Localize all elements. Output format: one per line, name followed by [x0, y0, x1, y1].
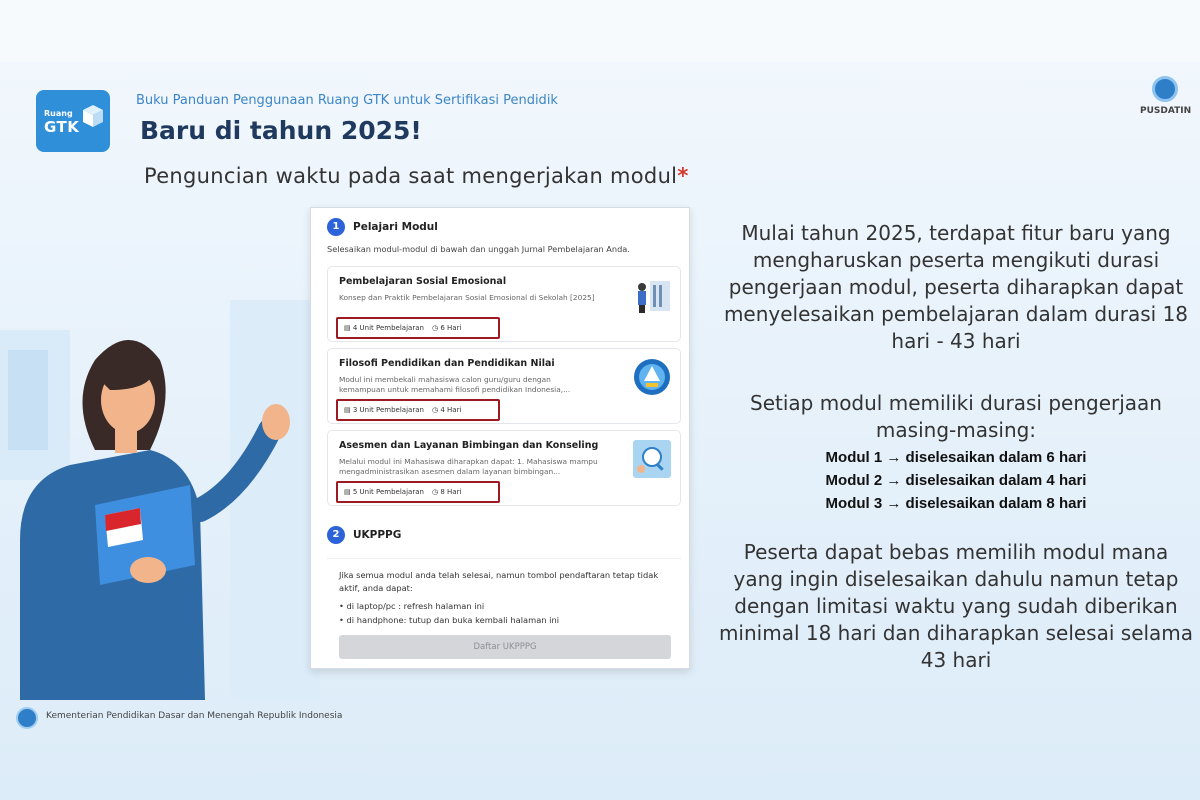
module-units: ▤ 4 Unit Pembelajaran — [344, 324, 424, 332]
module-description: Konsep dan Praktik Pembelajaran Sosial Emosional di Sekolah [2025] — [339, 293, 595, 302]
module-card-3[interactable] — [327, 430, 681, 506]
module-description: Melalui modul ini Mahasiswa diharapkan dapat: 1. Mahasiswa mampu mengadministrasikan asesmen dalam layanan bimbingan... — [339, 457, 598, 476]
step1-number: 1 — [327, 218, 345, 236]
module-page-mockup — [310, 207, 690, 669]
cube-icon — [82, 104, 104, 128]
tut-wuri-emblem-icon — [632, 357, 672, 397]
module-duration-item: Modul 1 → diselesaikan dalam 6 hari — [825, 449, 1087, 466]
module-duration-highlight — [336, 399, 500, 421]
ukpppg-bullet: • di handphone: tutup dan buka kembali halaman ini — [339, 615, 560, 625]
module-duration-item: Modul 3 → diselesaikan dalam 8 hari — [825, 495, 1087, 512]
module-title: Filosofi Pendidikan dan Pendidikan Nilai — [339, 358, 555, 369]
module-card-1[interactable] — [327, 266, 681, 342]
pusdatin-emblem-icon — [1152, 76, 1178, 102]
feature-title-text: Penguncian waktu pada saat mengerjakan modul — [144, 164, 678, 188]
ukpppg-instructions: Jika semua modul anda telah selesai, namun tombol pendaftaran tetap tidak aktif, anda dapat: — [339, 570, 659, 593]
module-title: Asesmen dan Layanan Bimbingan dan Konseling — [339, 440, 599, 451]
top-band — [0, 0, 1200, 62]
module-duration-item: Modul 2 → diselesaikan dalam 4 hari — [825, 472, 1087, 489]
guide-subtitle: Buku Panduan Penggunaan Ruang GTK untuk Sertifikasi Pendidik — [136, 93, 558, 108]
logo-line2: GTK — [44, 118, 80, 136]
module-days: ◷ 4 Hari — [432, 406, 462, 414]
daftar-ukpppg-button[interactable]: Daftar UKPPPG — [339, 635, 671, 659]
module-duration-list — [716, 446, 1196, 515]
ukpppg-bullet: • di laptop/pc : refresh halaman ini — [339, 601, 485, 611]
step2-number: 2 — [327, 526, 345, 544]
pusdatin-logo — [1130, 76, 1194, 136]
info-paragraph-3: Peserta dapat bebas memilih modul mana yang ingin diselesaikan dahulu namun tetap dengan limitasi waktu yang sudah diberikan minimal 18 hari dan diharapkan selesai selama 43 hari — [718, 540, 1194, 672]
module-description: Modul ini membekali mahasiswa calon guru/guru dengan kemampuan untuk memahami filosofi pendidikan Indonesia,... — [339, 375, 571, 394]
page-headline: Baru di tahun 2025! — [140, 116, 422, 145]
module-units: ▤ 5 Unit Pembelajaran — [344, 488, 424, 496]
info-paragraph-2: Setiap modul memiliki durasi pengerjaan masing-masing: — [750, 391, 1162, 442]
module-duration-highlight — [336, 317, 500, 339]
logo-line1: Ruang — [44, 109, 73, 118]
ukpppg-section — [327, 558, 681, 664]
module-card-2[interactable] — [327, 348, 681, 424]
module-duration-highlight — [336, 481, 500, 503]
classroom-illustration-icon — [632, 275, 672, 315]
ruang-gtk-logo — [36, 90, 110, 152]
feature-title — [144, 164, 689, 188]
info-paragraph-1: Mulai tahun 2025, terdapat fitur baru yang mengharuskan peserta mengikuti durasi pengerjaan modul, peserta diharapkan dapat menyelesaikan pembelajaran dalam durasi 18 hari - 43 hari — [723, 221, 1189, 353]
module-days: ◷ 6 Hari — [432, 324, 462, 332]
step2-title: UKPPPG — [353, 529, 402, 541]
teacher-illustration — [0, 300, 320, 700]
module-units: ▤ 3 Unit Pembelajaran — [344, 406, 424, 414]
module-title: Pembelajaran Sosial Emosional — [339, 276, 507, 287]
module-days: ◷ 8 Hari — [432, 488, 462, 496]
ministry-emblem-icon — [16, 707, 38, 729]
ministry-footer: Kementerian Pendidikan Dasar dan Menengah Republik Indonesia — [46, 711, 343, 721]
counseling-illustration-icon — [632, 439, 672, 479]
pusdatin-label: PUSDATIN — [1140, 106, 1192, 116]
asterisk: * — [677, 164, 689, 188]
step1-description: Selesaikan modul-modul di bawah dan unggah Jurnal Pembelajaran Anda. — [327, 244, 630, 254]
step1-title: Pelajari Modul — [353, 221, 438, 233]
